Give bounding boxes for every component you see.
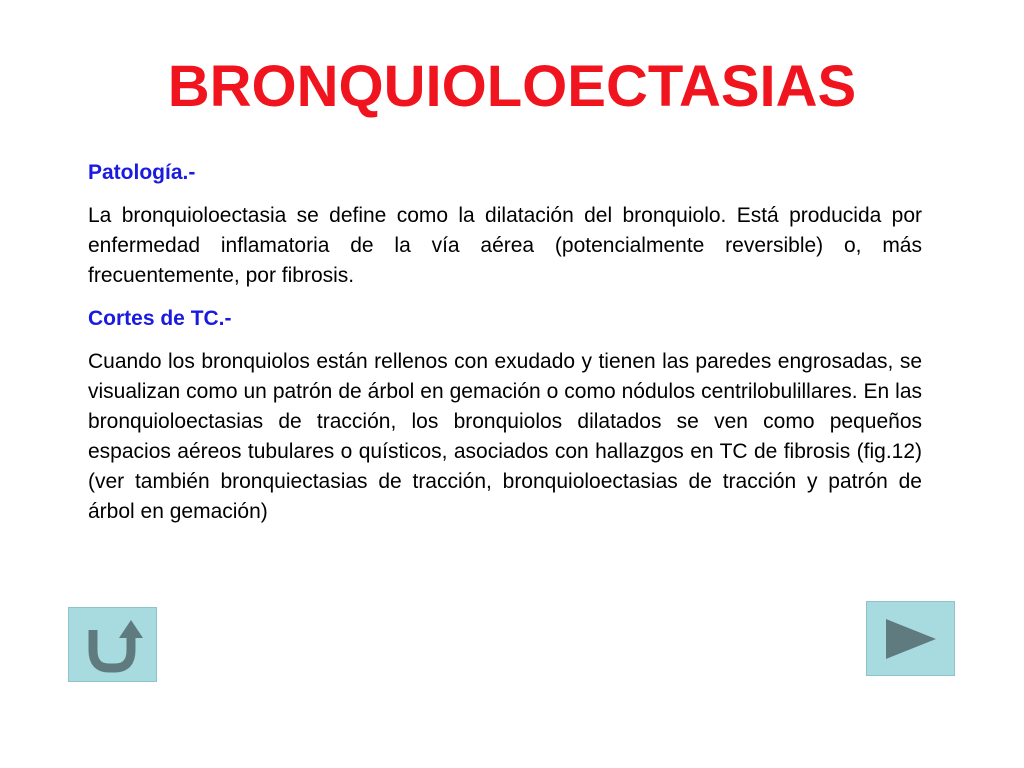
section-text-cortes-tc: Cuando los bronquiolos están rellenos con exudado y tienen las paredes engrosadas, se visualizan como un patrón de árbol en gemación o como nódulos centrilobulillares. En las bronquioloectasias de tracción, los bronquiolos dilatados se ven como pequeños espacios aéreos tubulares o quísticos, asociados con hallazgos en TC de fibrosis (fig.12) (ver también bronquiectasias de tracción, bronquioloectasias de tracción y patrón de árbol en gemación) [88, 350, 922, 523]
section-text-patologia: La bronquioloectasia se define como la dilatación del bronquiolo. Está producida por enfermedad inflamatoria de la vía aérea (potencialmente reversible) o, más frecuentemente, por fibrosis. [88, 204, 922, 287]
next-button[interactable] [866, 601, 955, 676]
back-button[interactable] [68, 607, 157, 682]
slide-content [88, 158, 922, 540]
u-turn-return-icon [83, 616, 143, 674]
slide-title: BRONQUIOLOECTASIAS [167, 54, 857, 119]
section-heading-patologia: Patología.- [88, 161, 196, 184]
play-triangle-icon [882, 617, 940, 661]
section-heading-cortes-tc: Cortes de TC.- [88, 307, 232, 330]
